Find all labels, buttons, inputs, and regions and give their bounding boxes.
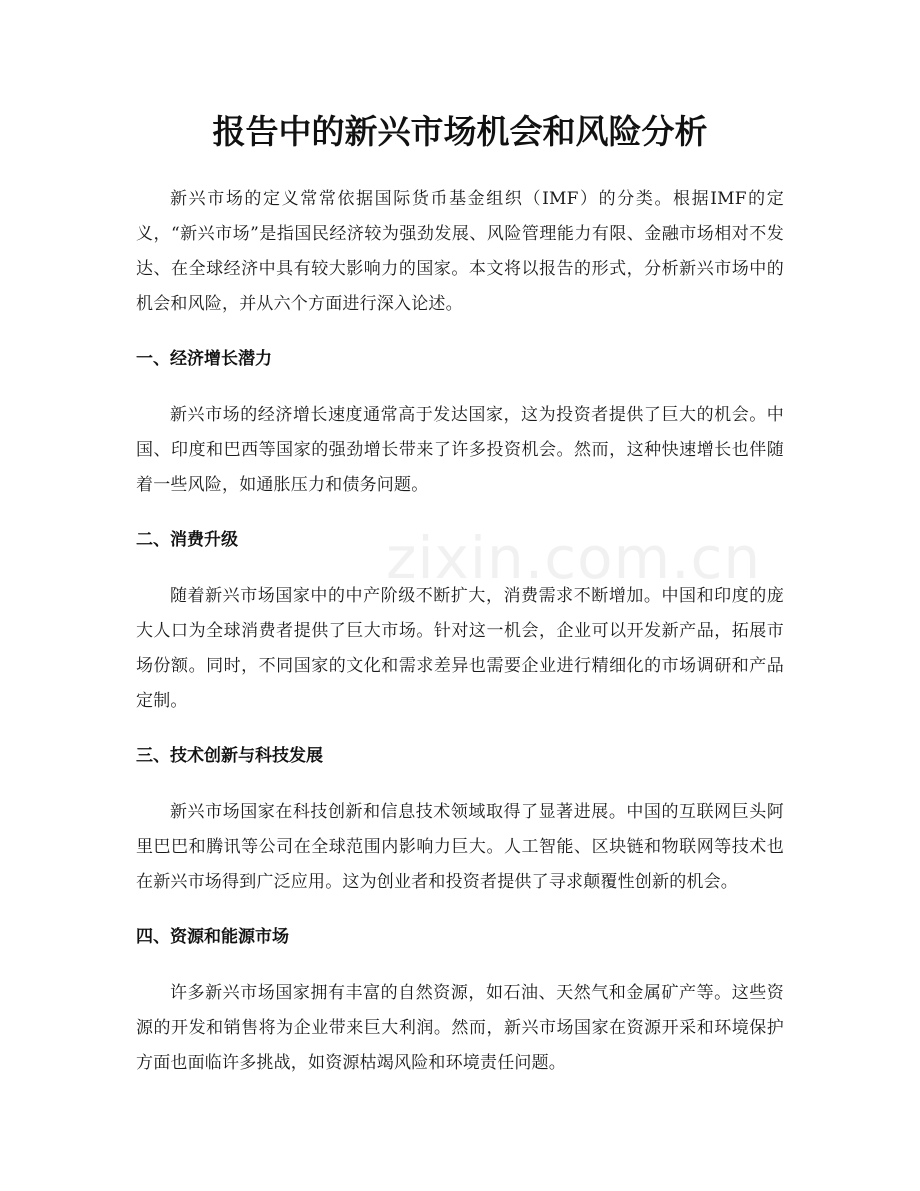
section-paragraph-4: 许多新兴市场国家拥有丰富的自然资源，如石油、天然气和金属矿产等。这些资源的开发和销售将为企业带来巨大利润。然而，新兴市场国家在资源开采和环境保护方面也面临许多挑战，如资源枯竭风险和环境责任问题。 [136, 983, 784, 1073]
intro-paragraph: 新兴市场的定义常常依据国际货币基金组织（IMF）的分类。根据IMF的定义，“新兴市场”是指国民经济较为强劲发展、风险管理能力有限、金融市场相对不发达、在全球经济中具有较大影响力的国家。本文将以报告的形式，分析新兴市场中的机会和风险，并从六个方面进行深入论述。 [136, 189, 784, 314]
section-paragraph-3: 新兴市场国家在科技创新和信息技术领域取得了显著进展。中国的互联网巨头阿里巴巴和腾讯等公司在全球范围内影响力巨大。人工智能、区块链和物联网等技术也在新兴市场得到广泛应用。这为创业者和投资者提供了寻求颠覆性创新的机会。 [136, 802, 784, 892]
section-paragraph-1: 新兴市场的经济增长速度通常高于发达国家，这为投资者提供了巨大的机会。中国、印度和巴西等国家的强劲增长带来了许多投资机会。然而，这种快速增长也伴随着一些风险，如通胀压力和债务问题。 [136, 405, 784, 495]
section-heading-4: 四、资源和能源市场 [136, 927, 289, 947]
section-heading-3: 三、技术创新与科技发展 [136, 746, 323, 766]
watermark: zixin.com.cn [386, 524, 762, 592]
section-paragraph-2: 随着新兴市场国家中的中产阶级不断扩大，消费需求不断增加。中国和印度的庞大人口为全球消费者提供了巨大市场。针对这一机会，企业可以开发新产品，拓展市场份额。同时，不同国家的文化和需求差异也需要企业进行精细化的市场调研和产品定制。 [136, 586, 784, 711]
document-body [136, 182, 784, 1103]
document-title: 报告中的新兴市场机会和风险分析 [212, 112, 708, 151]
section-heading-1: 一、经济增长潜力 [136, 349, 272, 369]
section-heading-2: 二、消费升级 [136, 530, 238, 550]
